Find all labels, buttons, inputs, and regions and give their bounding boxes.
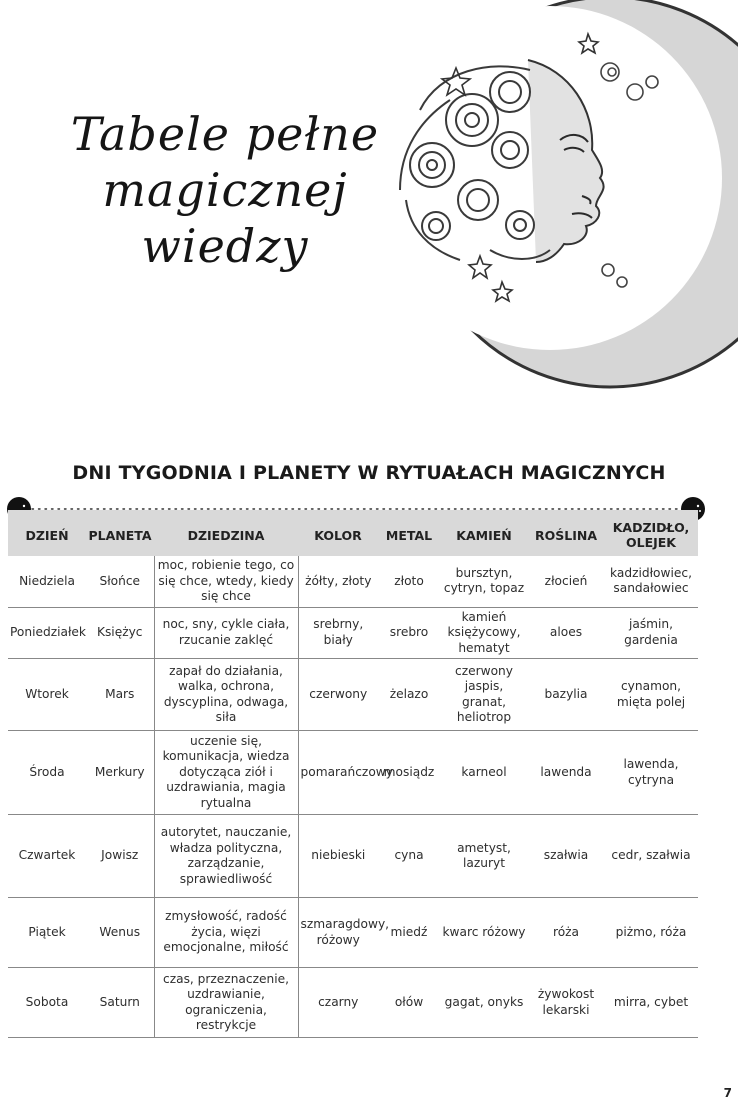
cell-plant: szałwia xyxy=(528,815,604,898)
page-title xyxy=(60,106,390,274)
table-row xyxy=(8,607,698,659)
cell-incense: kadzidłowiec, sandałowiec xyxy=(604,556,698,607)
cell-plant: lawenda xyxy=(528,731,604,815)
cell-metal: cyna xyxy=(378,815,440,898)
header-cell: KAMIEŃ xyxy=(440,510,528,556)
cell-color: czarny xyxy=(298,968,378,1038)
cell-stone: kamień księżycowy, hematyt xyxy=(440,607,528,659)
cell-planet: Jowisz xyxy=(86,815,154,898)
cell-color: szmaragdowy, różowy xyxy=(298,898,378,968)
cell-day: Czwartek xyxy=(8,815,86,898)
table-header-row xyxy=(8,510,698,556)
cell-incense: piżmo, róża xyxy=(604,898,698,968)
cell-plant: złocień xyxy=(528,556,604,607)
header-cell: DZIEDZINA xyxy=(154,510,298,556)
cell-stone: bursztyn, cytryn, topaz xyxy=(440,556,528,607)
cell-domain: czas, przeznaczenie, uzdrawianie, ograniczenia, restrykcje xyxy=(154,968,298,1038)
cell-planet: Księżyc xyxy=(86,607,154,659)
cell-domain: autorytet, nauczanie, władza polityczna, zarządzanie, sprawiedliwość xyxy=(154,815,298,898)
cell-color: czerwony xyxy=(298,659,378,731)
table-row xyxy=(8,659,698,731)
table-row xyxy=(8,968,698,1038)
cell-domain: uczenie się, komunikacja, wiedza dotycząca ziół i uzdrawiania, magia rytualna xyxy=(154,731,298,815)
cell-color: srebrny, biały xyxy=(298,607,378,659)
cell-metal: ołów xyxy=(378,968,440,1038)
cell-plant: aloes xyxy=(528,607,604,659)
title-line-2: magicznej xyxy=(102,163,348,217)
cell-day: Piątek xyxy=(8,898,86,968)
cell-planet: Merkury xyxy=(86,731,154,815)
header-cell: PLANETA xyxy=(86,510,154,556)
header-cell: KADZIDŁO, OLEJEK xyxy=(604,510,698,556)
title-line-1: Tabele pełne xyxy=(70,107,380,161)
cell-incense: lawenda, cytryna xyxy=(604,731,698,815)
cell-stone: kwarc różowy xyxy=(440,898,528,968)
cell-domain: zapał do działania, walka, ochrona, dyscyplina, odwaga, siła xyxy=(154,659,298,731)
cell-day: Środa xyxy=(8,731,86,815)
cell-metal: srebro xyxy=(378,607,440,659)
cell-stone: gagat, onyks xyxy=(440,968,528,1038)
section-title: DNI TYGODNIA I PLANETY W RYTUAŁACH MAGICZNYCH xyxy=(72,462,666,484)
cell-planet: Mars xyxy=(86,659,154,731)
cell-incense: cynamon, mięta polej xyxy=(604,659,698,731)
cell-stone: ametyst, lazuryt xyxy=(440,815,528,898)
cell-planet: Saturn xyxy=(86,968,154,1038)
title-line-3: wiedzy xyxy=(141,219,309,273)
cell-metal: złoto xyxy=(378,556,440,607)
cell-metal: mosiądz xyxy=(378,731,440,815)
cell-domain: moc, robienie tego, co się chce, wtedy, kiedy się chce xyxy=(154,556,298,607)
cell-incense: mirra, cybet xyxy=(604,968,698,1038)
cell-color: żółty, złoty xyxy=(298,556,378,607)
cell-stone: czerwony jaspis, granat, heliotrop xyxy=(440,659,528,731)
magic-days-table xyxy=(8,510,698,1038)
cell-incense: jaśmin, gardenia xyxy=(604,607,698,659)
table-row xyxy=(8,556,698,607)
cell-day: Wtorek xyxy=(8,659,86,731)
table-row xyxy=(8,898,698,968)
cell-metal: żelazo xyxy=(378,659,440,731)
header-cell: DZIEŃ xyxy=(8,510,86,556)
crescent-moon-face-illustration xyxy=(360,0,738,420)
cell-domain: noc, sny, cykle ciała, rzucanie zaklęć xyxy=(154,607,298,659)
cell-day: Niedziela xyxy=(8,556,86,607)
cell-day: Sobota xyxy=(8,968,86,1038)
cell-planet: Słońce xyxy=(86,556,154,607)
cell-plant: róża xyxy=(528,898,604,968)
cell-color: pomarańczowy xyxy=(298,731,378,815)
header-cell: KOLOR xyxy=(298,510,378,556)
cell-day: Poniedziałek xyxy=(8,607,86,659)
cell-metal: miedź xyxy=(378,898,440,968)
cell-plant: bazylia xyxy=(528,659,604,731)
cell-domain: zmysłowość, radość życia, więzi emocjonalne, miłość xyxy=(154,898,298,968)
header-cell: ROŚLINA xyxy=(528,510,604,556)
table-row xyxy=(8,815,698,898)
cell-plant: żywokost lekarski xyxy=(528,968,604,1038)
table-row xyxy=(8,731,698,815)
cell-color: niebieski xyxy=(298,815,378,898)
page-number: 7 xyxy=(723,1086,732,1100)
header-cell: METAL xyxy=(378,510,440,556)
cell-planet: Wenus xyxy=(86,898,154,968)
cell-incense: cedr, szałwia xyxy=(604,815,698,898)
cell-stone: karneol xyxy=(440,731,528,815)
